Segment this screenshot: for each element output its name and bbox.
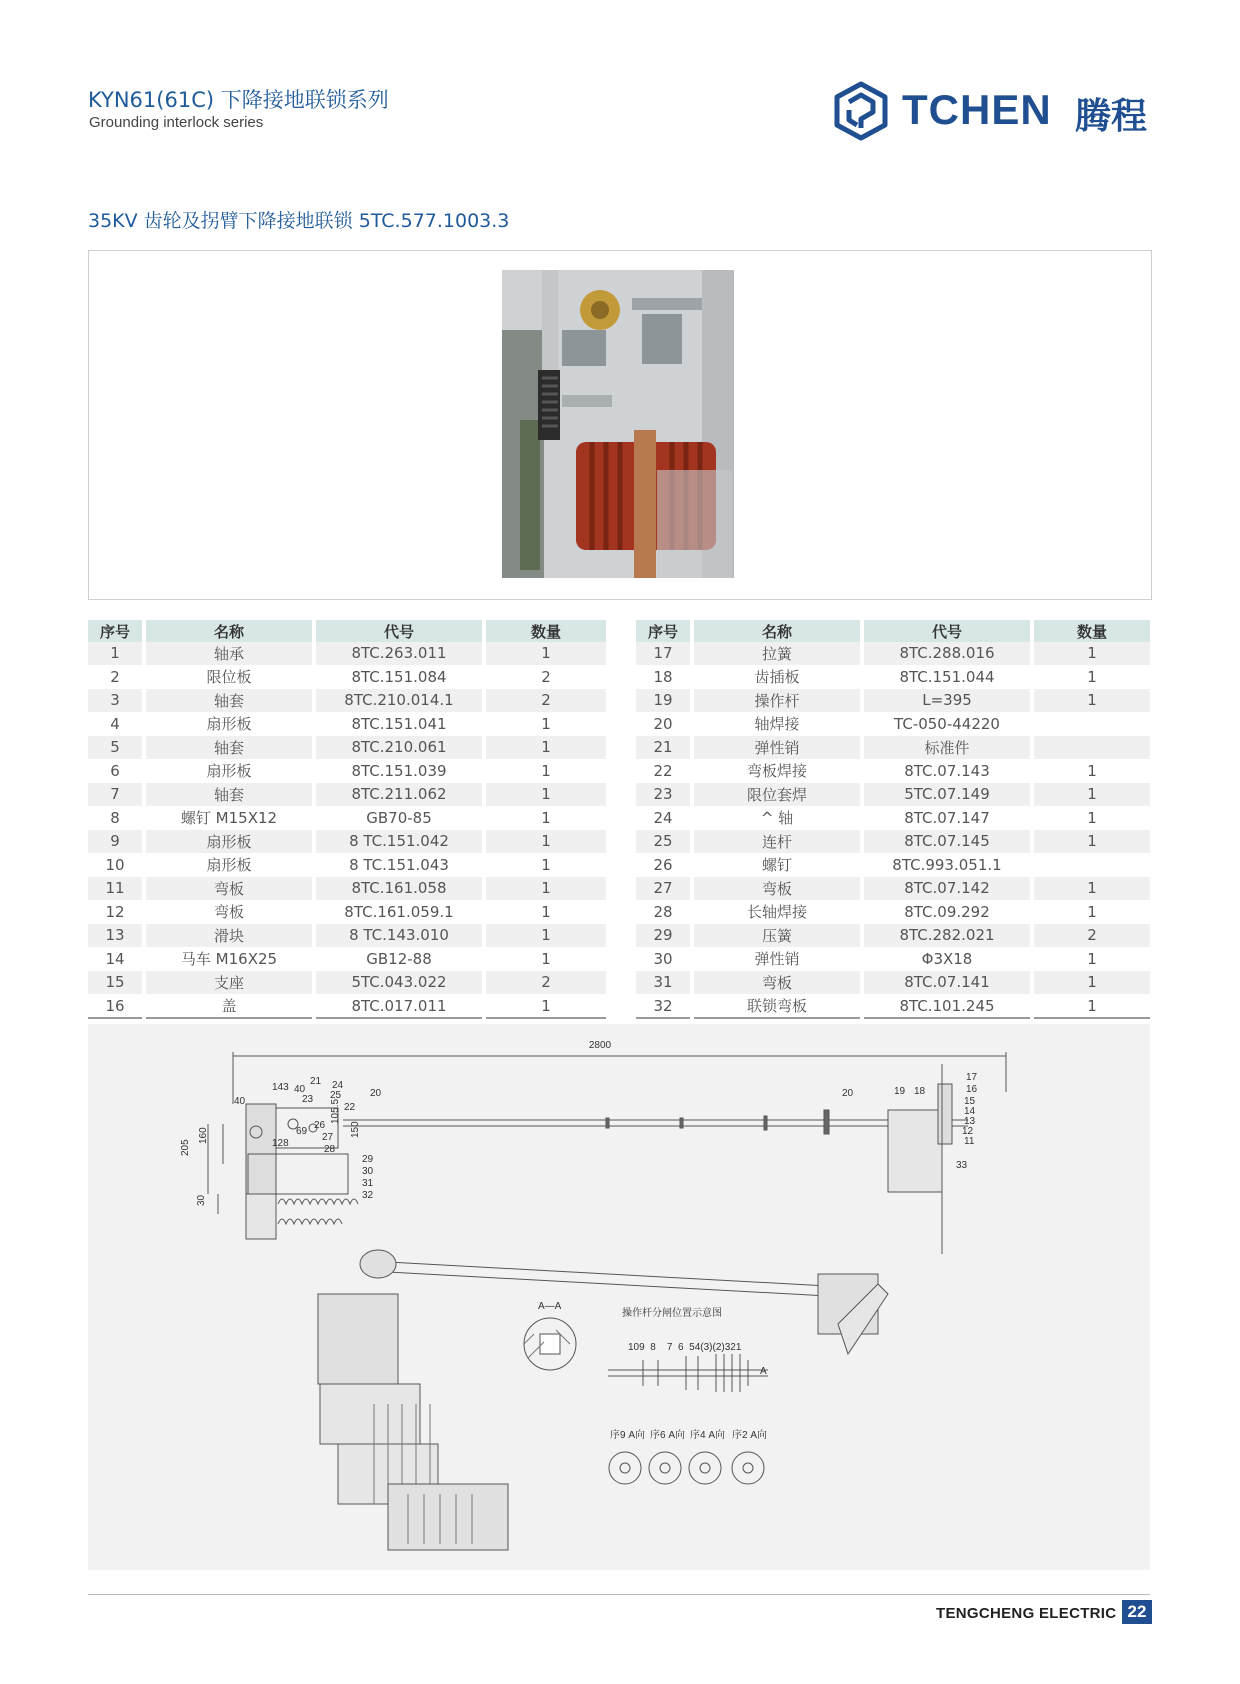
cell-code: 8TC.017.011	[314, 994, 484, 1018]
cell-name: 轴承	[144, 642, 314, 665]
label-16: 16	[966, 1084, 978, 1095]
cell-name: 盖	[144, 994, 314, 1018]
logo-mark-icon	[830, 80, 892, 142]
position-diagram-title: 操作杆分闸位置示意图	[622, 1308, 722, 1319]
cell-no: 18	[636, 665, 692, 689]
cell-qty: 1	[484, 806, 606, 830]
cell-no: 11	[88, 877, 144, 901]
col-header-no: 序号	[88, 620, 144, 642]
label-19: 19	[894, 1086, 906, 1097]
cell-no: 2	[88, 665, 144, 689]
cell-code: 8TC.07.141	[862, 971, 1032, 995]
cell-name: 扇形板	[144, 759, 314, 783]
table-row	[88, 689, 606, 713]
cell-name: 齿插板	[692, 665, 862, 689]
cell-name: 轴焊接	[692, 712, 862, 736]
dim-160: 160	[198, 1127, 209, 1144]
cell-code: 8TC.09.292	[862, 900, 1032, 924]
col-header-name: 名称	[692, 620, 862, 642]
label-25: 25	[330, 1090, 342, 1101]
col-header-qty: 数量	[1032, 620, 1150, 642]
parts-table-left	[88, 620, 606, 1019]
cell-code: GB70-85	[314, 806, 484, 830]
cell-no: 25	[636, 830, 692, 854]
table-row	[636, 806, 1150, 830]
cell-name: 弯板焊接	[692, 759, 862, 783]
section-aa-label: A—A	[538, 1301, 562, 1312]
cell-qty: 1	[484, 830, 606, 854]
label-12: 12	[962, 1126, 974, 1137]
cell-name: 弯板	[692, 971, 862, 995]
cell-name: 限位套焊	[692, 783, 862, 807]
cell-no: 16	[88, 994, 144, 1018]
cell-no: 7	[88, 783, 144, 807]
label-128: 128	[272, 1138, 289, 1149]
table-row	[88, 877, 606, 901]
label-40: 40	[294, 1084, 306, 1095]
label-15: 15	[964, 1096, 976, 1107]
label-17: 17	[966, 1072, 978, 1083]
cell-code: 8TC.161.059.1	[314, 900, 484, 924]
cell-name: 扇形板	[144, 712, 314, 736]
cell-no: 1	[88, 642, 144, 665]
cell-qty: 1	[484, 759, 606, 783]
cell-qty: 1	[484, 712, 606, 736]
cell-code: 8TC.282.021	[862, 924, 1032, 948]
cell-code: 8TC.288.016	[862, 642, 1032, 665]
cell-qty: 1	[1032, 783, 1150, 807]
table-row	[636, 830, 1150, 854]
cell-qty	[1032, 736, 1150, 760]
view-label-2: 序2 A向	[732, 1430, 768, 1441]
cell-name: 限位板	[144, 665, 314, 689]
table-row	[88, 971, 606, 995]
cell-no: 9	[88, 830, 144, 854]
cell-no: 27	[636, 877, 692, 901]
table-row	[88, 900, 606, 924]
cell-code: 8TC.07.143	[862, 759, 1032, 783]
label-33: 33	[956, 1160, 968, 1171]
cell-code: 8 TC.143.010	[314, 924, 484, 948]
cell-qty: 1	[1032, 830, 1150, 854]
assembly-drawing	[88, 1024, 1150, 1570]
company-logo	[830, 76, 1160, 146]
cell-code: 8TC.993.051.1	[862, 853, 1032, 877]
label-28: 28	[324, 1144, 336, 1155]
cell-code: 8TC.161.058	[314, 877, 484, 901]
cell-code: 8TC.07.145	[862, 830, 1032, 854]
cell-qty: 1	[484, 736, 606, 760]
table-row	[636, 783, 1150, 807]
parts-table-right	[636, 620, 1150, 1019]
dim-2800: 2800	[588, 1040, 612, 1051]
table-row	[88, 994, 606, 1018]
cell-no: 23	[636, 783, 692, 807]
cell-qty: 1	[484, 783, 606, 807]
col-header-name: 名称	[144, 620, 314, 642]
cell-qty: 2	[484, 689, 606, 713]
cell-name: 拉簧	[692, 642, 862, 665]
cell-no: 14	[88, 947, 144, 971]
cell-no: 3	[88, 689, 144, 713]
technical-drawing	[88, 1024, 1150, 1570]
table-row	[88, 736, 606, 760]
cell-qty: 1	[1032, 759, 1150, 783]
cell-name: 压簧	[692, 924, 862, 948]
cell-code: 8TC.151.041	[314, 712, 484, 736]
table-row	[88, 947, 606, 971]
table-row	[636, 924, 1150, 948]
table-row	[88, 806, 606, 830]
label-20b: 20	[842, 1088, 854, 1099]
table-row	[88, 924, 606, 948]
cell-qty: 1	[484, 994, 606, 1018]
cell-name: 弯板	[144, 900, 314, 924]
cell-qty	[1032, 712, 1150, 736]
logo-chinese: 腾程	[1075, 96, 1148, 137]
cell-no: 30	[636, 947, 692, 971]
cell-qty: 1	[1032, 689, 1150, 713]
cell-name: ^ 轴	[692, 806, 862, 830]
col-header-no: 序号	[636, 620, 692, 642]
col-header-qty: 数量	[484, 620, 606, 642]
cell-no: 5	[88, 736, 144, 760]
cell-code: 8 TC.151.042	[314, 830, 484, 854]
cell-qty: 1	[1032, 994, 1150, 1018]
header-title: KYN61(61C) 下降接地联锁系列	[88, 88, 389, 112]
table-row	[636, 877, 1150, 901]
table-row	[88, 853, 606, 877]
label-40-left: 40	[234, 1096, 246, 1107]
dim-150: 150	[350, 1121, 361, 1138]
cell-name: 支座	[144, 971, 314, 995]
table-row	[636, 947, 1150, 971]
cell-code: 8TC.263.011	[314, 642, 484, 665]
cell-qty: 1	[1032, 665, 1150, 689]
table-row	[636, 971, 1150, 995]
cell-qty: 1	[484, 924, 606, 948]
dim-30: 30	[196, 1194, 207, 1206]
cell-name: 弯板	[692, 877, 862, 901]
cell-name: 弯板	[144, 877, 314, 901]
cell-qty	[1032, 853, 1150, 877]
cell-code: L=395	[862, 689, 1032, 713]
cell-name: 扇形板	[144, 853, 314, 877]
cell-name: 联锁弯板	[692, 994, 862, 1018]
cell-no: 6	[88, 759, 144, 783]
cell-name: 长轴焊接	[692, 900, 862, 924]
label-29: 29	[362, 1154, 374, 1165]
table-row	[88, 642, 606, 665]
table-row	[636, 665, 1150, 689]
cell-no: 15	[88, 971, 144, 995]
cell-code: 8TC.210.014.1	[314, 689, 484, 713]
view-label-6: 序6 A向	[650, 1430, 686, 1441]
table-row	[88, 783, 606, 807]
cell-qty: 1	[1032, 900, 1150, 924]
cell-no: 32	[636, 994, 692, 1018]
cell-no: 24	[636, 806, 692, 830]
cell-qty: 1	[484, 947, 606, 971]
col-header-code: 代号	[314, 620, 484, 642]
cell-no: 12	[88, 900, 144, 924]
cell-code: 8TC.101.245	[862, 994, 1032, 1018]
label-11: 11	[964, 1136, 975, 1147]
label-31: 31	[362, 1178, 374, 1189]
dim-105-5: 105.5	[330, 1098, 341, 1124]
cell-name: 轴套	[144, 783, 314, 807]
table-row	[636, 736, 1150, 760]
cell-no: 29	[636, 924, 692, 948]
cell-code: 8TC.151.084	[314, 665, 484, 689]
logo-wordmark: TCHEN	[902, 86, 1052, 133]
cell-name: 弹性销	[692, 947, 862, 971]
cell-code: 8TC.210.061	[314, 736, 484, 760]
cell-name: 轴套	[144, 736, 314, 760]
cell-no: 28	[636, 900, 692, 924]
footer-divider	[88, 1594, 1150, 1595]
cell-code: Φ3X18	[862, 947, 1032, 971]
cell-qty: 1	[1032, 947, 1150, 971]
label-13: 13	[964, 1116, 976, 1127]
cell-qty: 1	[1032, 971, 1150, 995]
cell-name: 马车 M16X25	[144, 947, 314, 971]
table-header-row	[636, 620, 1150, 642]
table-row	[636, 900, 1150, 924]
label-18: 18	[914, 1086, 926, 1097]
cell-code: 8TC.211.062	[314, 783, 484, 807]
cell-name: 弹性销	[692, 736, 862, 760]
table-row	[636, 642, 1150, 665]
table-row	[636, 712, 1150, 736]
cell-code: 标准件	[862, 736, 1032, 760]
cell-qty: 2	[1032, 924, 1150, 948]
cell-name: 轴套	[144, 689, 314, 713]
table-row	[88, 665, 606, 689]
label-32: 32	[362, 1190, 374, 1201]
cell-qty: 1	[484, 900, 606, 924]
table-header-row	[88, 620, 606, 642]
cell-qty: 1	[1032, 806, 1150, 830]
section-title: 35KV 齿轮及拐臂下降接地联锁 5TC.577.1003.3	[88, 210, 510, 232]
table-row	[88, 830, 606, 854]
cell-no: 10	[88, 853, 144, 877]
footer-company: TENGCHENG ELECTRIC	[936, 1605, 1117, 1622]
label-23: 23	[302, 1094, 314, 1105]
cell-no: 31	[636, 971, 692, 995]
cell-code: 5TC.043.022	[314, 971, 484, 995]
cell-qty: 1	[484, 642, 606, 665]
dim-205: 205	[180, 1139, 191, 1156]
cell-qty: 1	[1032, 642, 1150, 665]
cell-no: 8	[88, 806, 144, 830]
cell-no: 20	[636, 712, 692, 736]
view-label-4: 序4 A向	[690, 1430, 726, 1441]
table-row	[636, 759, 1150, 783]
cell-qty: 1	[1032, 877, 1150, 901]
cell-qty: 2	[484, 971, 606, 995]
label-143: 143	[272, 1082, 289, 1093]
cell-code: GB12-88	[314, 947, 484, 971]
cell-no: 4	[88, 712, 144, 736]
page-number: 22	[1122, 1600, 1152, 1624]
cell-code: 8TC.151.039	[314, 759, 484, 783]
label-30: 30	[362, 1166, 374, 1177]
col-header-code: 代号	[862, 620, 1032, 642]
table-row	[636, 994, 1150, 1018]
header-subtitle: Grounding interlock series	[89, 114, 264, 131]
cell-no: 26	[636, 853, 692, 877]
view-label-9: 序9 A向	[610, 1430, 646, 1441]
cell-code: 5TC.07.149	[862, 783, 1032, 807]
cell-qty: 1	[484, 853, 606, 877]
cell-name: 扇形板	[144, 830, 314, 854]
label-22: 22	[344, 1102, 356, 1113]
label-24: 24	[332, 1080, 344, 1091]
cell-code: TC-050-44220	[862, 712, 1032, 736]
cell-no: 22	[636, 759, 692, 783]
label-14: 14	[964, 1106, 976, 1117]
arrow-a-label: A	[760, 1366, 767, 1377]
cell-qty: 1	[484, 877, 606, 901]
label-20a: 20	[370, 1088, 382, 1099]
product-photo	[502, 270, 734, 578]
label-69: 69	[296, 1126, 308, 1137]
cell-name: 操作杆	[692, 689, 862, 713]
label-21: 21	[310, 1076, 322, 1087]
cell-code: 8TC.151.044	[862, 665, 1032, 689]
position-numbers: 109 8 7 6 54(3)(2)321	[628, 1342, 742, 1353]
cell-name: 螺钉	[692, 853, 862, 877]
cell-no: 19	[636, 689, 692, 713]
cell-code: 8TC.07.147	[862, 806, 1032, 830]
cell-no: 13	[88, 924, 144, 948]
cell-name: 螺钉 M15X12	[144, 806, 314, 830]
table-row	[88, 712, 606, 736]
table-row	[636, 853, 1150, 877]
table-row	[636, 689, 1150, 713]
label-27: 27	[322, 1132, 334, 1143]
cell-code: 8TC.07.142	[862, 877, 1032, 901]
cell-name: 滑块	[144, 924, 314, 948]
cell-no: 21	[636, 736, 692, 760]
cell-code: 8 TC.151.043	[314, 853, 484, 877]
label-26: 26	[314, 1120, 326, 1131]
table-row	[88, 759, 606, 783]
cell-no: 17	[636, 642, 692, 665]
cell-qty: 2	[484, 665, 606, 689]
cell-name: 连杆	[692, 830, 862, 854]
